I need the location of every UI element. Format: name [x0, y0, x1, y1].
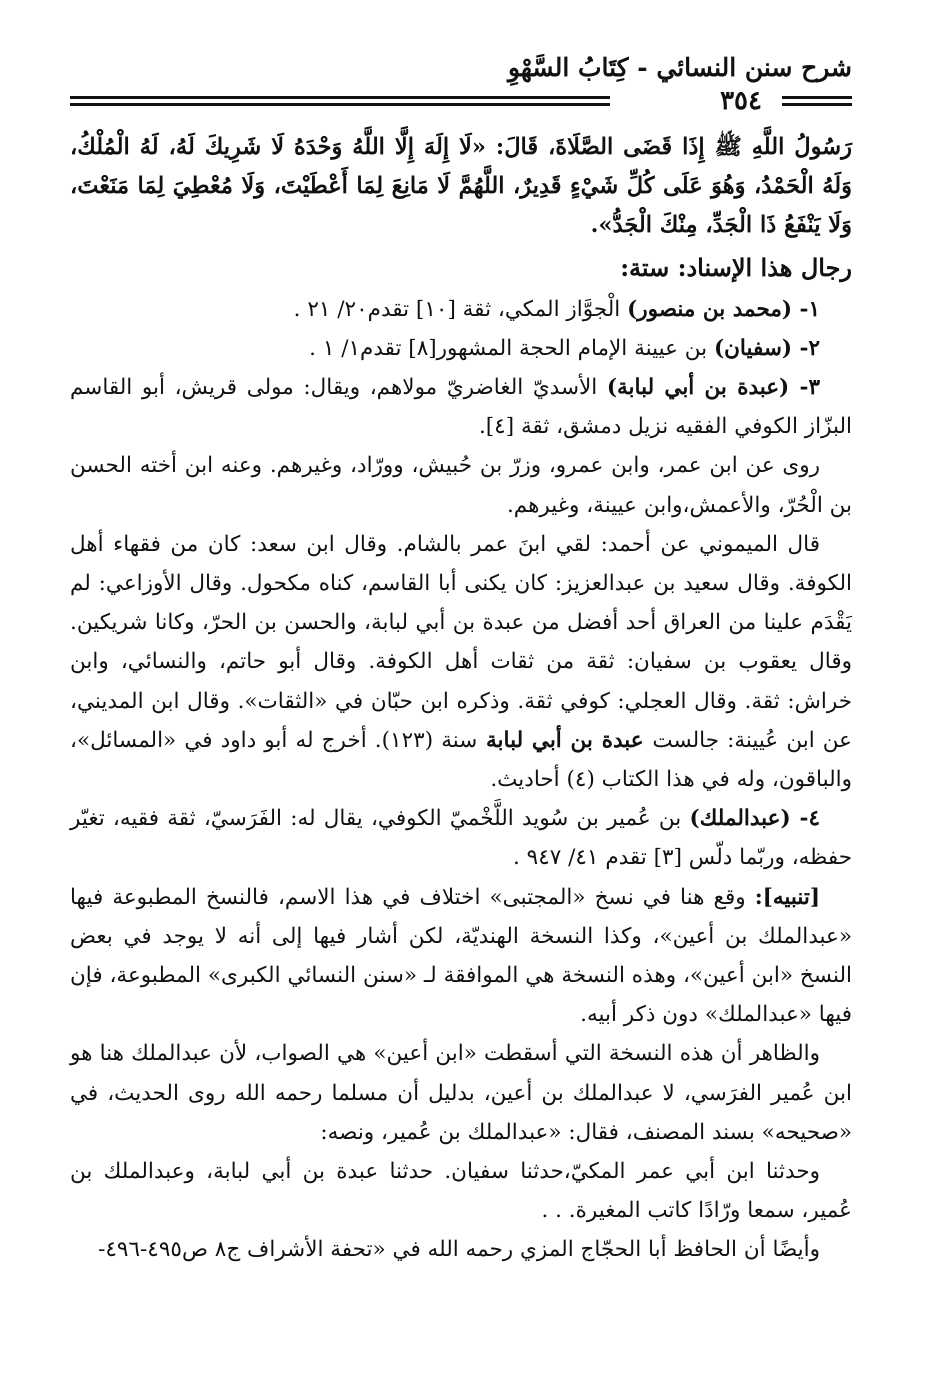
paragraph-maymuni-text: قال الميموني عن أحمد: لقي ابنَ عمر بالشام. وقال ابن سعد: كان من فقهاء أهل الكوفة. وقال سعيد بن عبدالعزيز: كان يكنى أبا القاسم، كناه مكحول. وقال الأوزاعي: لم يَقْدَم علينا من العراق أحد أفضل من عبدة بن أبي لبابة، والحسن بن الحرّ، وكانا شريكين. وقال يعقوب بن سفيان: ثقة من ثقات أهل الكوفة. وقال أبو حاتم، والنسائي، وابن خراش: ثقة. وقال العجلي: كوفي ثقة. وذكره ابن حبّان في «الثقات». وقال ابن المديني، عن ابن عُيينة: جالست [70, 531, 852, 753]
paragraph-tanbih [70, 878, 852, 1035]
paragraph-rawa: روى عن ابن عمر، وابن عمرو، وزرّ بن حُبيش، وورّاد، وغيرهم. وعنه ابن أخته الحسن بن الْحُرّ، والأعمش،وابن عيينة، وغيرهم. [70, 453, 852, 518]
paragraph-maymuni-end: سنة (١٢٣). أخرج له أبو داود في «المسائل»، والباقون، وله في هذا الكتاب (٤) أحاديث. [70, 727, 852, 793]
header-rule-row [70, 86, 852, 124]
section-heading: رجال هذا الإسناد: ستة: [620, 252, 852, 282]
narrator-4 [70, 799, 852, 877]
header-rule-right-top [782, 96, 852, 99]
paragraph-zahir: والظاهر أن هذه النسخة التي أسقطت «ابن أعين» هي الصواب، لأن عبدالملك هنا هو ابن عُمير الفرَسي، لا عبدالملك بن أعين، بدليل أن مسلما رحمه الله روى الحديث، في «صحيحه» بسند المصنف، فقال: «عبدالملك بن عُمير، ونصه: [70, 1041, 852, 1145]
tanbih-label: [تنبيه]: [754, 884, 820, 910]
page-number: ٣٥٤ [720, 86, 762, 116]
narrator-2 [70, 329, 852, 368]
header-rule-left-bottom [70, 103, 610, 106]
paragraph-maymuni [70, 525, 852, 799]
narrator-2-details: بن عيينة الإمام الحجة المشهور[٨] تقدم١/ ١ . [309, 335, 714, 361]
hadith-text: رَسُولُ اللَّهِ ﷺ إِذَا قَضَى الصَّلَاةَ، قَالَ: «لَا إِلَهَ إِلَّا اللَّهُ وَحْدَهُ لَا شَرِيكَ لَهُ، لَهُ الْمُلْكُ، وَلَهُ الْحَمْدُ، وَهُوَ عَلَى كُلِّ شَيْءٍ قَدِيرٌ، اللَّهُمَّ لَا مَانِعَ لِمَا أَعْطَيْتَ، وَلَا مُعْطِيَ لِمَا مَنَعْتَ، وَلَا يَنْفَعُ ذَا الْجَدِّ، مِنْكَ الْجَدُّ». [70, 134, 852, 239]
tanbih-text: وقع هنا في نسخ «المجتبى» اختلاف في هذا الاسم، فالنسخ المطبوعة فيها «عبدالملك بن أعين»، وكذا النسخة الهنديّة، لكن أشار فيها إلى أنه لا يوجد في بعض النسخ «ابن أعين»، وهذه النسخة هي الموافقة لـ «سنن النسائي الكبرى» المطبوعة، فإن فيها «عبدالملك» دون ذكر أبيه. [70, 884, 852, 1028]
narrator-3-details: الأسديّ الغاضريّ مولاهم، ويقال: مولى قريش، أبو القاسم البزّاز الكوفي الفقيه نزيل دمشق، ثقة [٤]. [70, 375, 852, 440]
paragraph-haddathana: وحدثنا ابن أبي عمر المكيّ،حدثنا سفيان. حدثنا عبدة بن أبي لبابة، وعبدالملك بن عُمير، سمعا ورّادًا كاتب المغيرة. . . [70, 1159, 852, 1224]
header-rule-right-bottom [782, 103, 852, 106]
header-rule-left-top [70, 96, 610, 99]
paragraph-aydan: وأيضًا أن الحافظ أبا الحجّاج المزي رحمه الله في «تحفة الأشراف ج٨ ص٤٩٥-٤٩٦- [98, 1237, 820, 1263]
narrator-3 [70, 368, 852, 446]
narrator-4-details: بن عُمير بن سُويد اللَّخْميّ الكوفي، يقال له: الفَرَسيّ، ثقة فقيه، تغيّر حفظه، وربّما دلّس [٣] تقدم ٤١/ ٩٤٧ . [70, 806, 852, 871]
paragraph-maymuni-bold: عبدة بن أبي لبابة [477, 727, 653, 753]
narrator-3-name: ٣- (عبدة بن أبي لبابة) [606, 375, 820, 401]
narrator-1-name: ١- (محمد بن منصور) [627, 296, 820, 322]
running-header-title: شرح سنن النسائي - كِتَابُ السَّهْوِ [507, 53, 852, 82]
narrator-1-details: الْجوَّاز المكي، ثقة [١٠] تقدم٢٠/ ٢١ . [293, 296, 628, 322]
narrator-1 [70, 290, 852, 329]
page-body [70, 128, 852, 1270]
narrator-4-name: ٤- (عبدالملك) [689, 806, 820, 832]
narrator-2-name: ٢- (سفيان) [713, 335, 820, 361]
